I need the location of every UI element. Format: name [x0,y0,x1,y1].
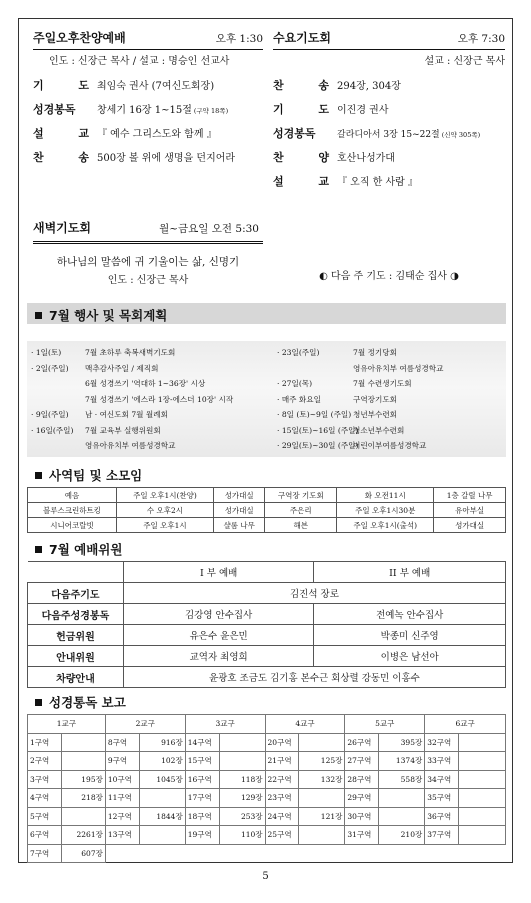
group-cell: 20구역 [265,733,299,752]
group-cell: 19구역 [185,826,219,845]
event-text: 7월 초하루 축복새벽기도회 [85,348,176,357]
chapters-cell: 1374장 [379,752,425,771]
chapters-cell: 129장 [219,789,265,808]
event-text: 6월 성경쓰기 '역대하 1~36장' 시상 [85,379,206,388]
worship-banner [27,537,506,558]
group-cell: 15구역 [185,752,219,771]
worship-row: 다음주성경봉독 김강영 안수집사 전예녹 안수집사 [28,604,506,625]
ministry-cell: 시니어코랄빗 [28,518,117,533]
event-text: 7월 수련생기도회 [353,379,412,388]
events-title: 7월 행사 및 목회계획 [49,308,168,323]
event-item [277,409,397,420]
square-bullet-icon [35,546,42,553]
wednesday-prayer-header [273,29,505,50]
ministry-cell: 블루스크린하트킹 [28,503,117,518]
wednesday-leaders: 설교 : 신장근 목사 [424,56,505,67]
event-item [31,394,233,405]
chapters-cell: 607장 [61,844,105,863]
reading-row [28,807,506,826]
event-text: 구역장기도회 [353,394,398,404]
group-cell: 10구역 [105,770,139,789]
event-text: 남 · 여신도회 7월 월례회 [85,410,168,419]
ministry-banner [27,463,506,484]
chapters-cell [139,789,185,808]
group-cell: 8구역 [105,733,139,752]
chapters-cell [299,789,345,808]
empty-cell [265,844,299,863]
group-cell: 5구역 [28,807,62,826]
chapters-cell: 218장 [61,789,105,808]
worship-header-row [28,562,506,583]
event-text: 7월 정기당회 [353,348,397,357]
afternoon-worship-section [33,29,263,170]
chapters-cell: 916장 [139,733,185,752]
bulletin-page [18,18,513,863]
ministry-title: 사역팀 및 소모임 [49,468,143,483]
afternoon-row: 성경봉독 창세기 16장 1~15절 (구약 18쪽) [33,103,229,116]
event-date: · 9일(주일) [31,410,69,419]
ministry-row [28,503,506,518]
group-cell: 32구역 [425,733,459,752]
district-header: 1교구 [28,715,106,734]
events-banner [27,303,506,324]
ministry-cell: 화 오전11시 [337,488,434,503]
chapters-cell: 1045장 [139,770,185,789]
worship-col-second: II 부 예배 [314,562,506,583]
group-cell: 31구역 [345,826,379,845]
afternoon-row: 기 도 최임숙 권사 (7여신도회장) [33,79,215,92]
dawn-prayer-theme: 하나님의 말씀에 귀 기울이는 삶, 신명기 [56,256,240,268]
ministry-cell: 성가대실 [214,503,265,518]
reading-row [28,789,506,808]
ministry-cell: 해븐 [265,518,337,533]
reading-row [28,844,506,863]
group-cell: 35구역 [425,789,459,808]
chapters-cell: 253장 [219,807,265,826]
ministry-cell: 주일 오후1시(출석) [337,518,434,533]
group-cell: 25구역 [265,826,299,845]
ministry-cell: 1층 갈릴 나무 [434,488,506,503]
event-text: 맥추감사주일 / 제직회 [85,363,159,373]
event-item [277,394,397,405]
event-item [277,425,404,436]
ministry-table [27,487,506,533]
next-week-prayer: ◐ 다음 주 기도 : 김태순 집사 ◑ [319,271,459,282]
chapters-cell [139,826,185,845]
event-date: · 1일(토) [31,348,62,357]
district-header: 5교구 [345,715,425,734]
ministry-cell: 예음 [28,488,117,503]
ministry-cell: 성가대실 [434,518,506,533]
dawn-prayer-time: 월~금요일 오전 5:30 [159,223,259,235]
event-date: · 매주 화요일 [277,394,321,404]
group-cell: 12구역 [105,807,139,826]
worship-row: 차량안내 윤광호 조금도 김기홍 본수근 회상렬 강동민 이홍수 [28,667,506,688]
reading-row [28,733,506,752]
event-text: 청년부수련회 [353,410,398,419]
chapters-cell: 118장 [219,770,265,789]
chapters-cell: 102장 [139,752,185,771]
group-cell: 4구역 [28,789,62,808]
event-item [277,440,426,451]
group-cell: 3구역 [28,770,62,789]
event-text: 7월 교육부 실행위원회 [85,425,161,435]
chapters-cell [459,789,506,808]
district-header: 6교구 [425,715,506,734]
empty-cell [139,844,185,863]
group-cell: 9구역 [105,752,139,771]
wednesday-row: 기 도 이진경 권사 [273,103,389,116]
reading-header-row [28,715,506,734]
group-cell: 26구역 [345,733,379,752]
chapters-cell: 395장 [379,733,425,752]
wednesday-row: 설 교 『 오직 한 사람 』 [273,175,419,188]
reading-banner [27,690,506,711]
empty-cell [219,844,265,863]
worship-row: 헌금위원 유은수 윤은민 박종미 신주영 [28,625,506,646]
wednesday-prayer-title: 수요기도회 [273,31,331,45]
event-item [31,409,168,420]
event-text: 영유아유치부 여름성경학교 [85,441,176,450]
group-cell: 27구역 [345,752,379,771]
district-header: 2교구 [105,715,185,734]
reading-row [28,770,506,789]
chapters-cell: 121장 [299,807,345,826]
ministry-row [28,518,506,533]
event-text: 청소년부수련회 [353,425,405,435]
group-cell: 33구역 [425,752,459,771]
empty-cell [459,844,506,863]
empty-cell [379,844,425,863]
afternoon-row: 설 교 『 예수 그리스도와 함께 』 [33,127,217,140]
events-box [27,341,506,457]
chapters-cell [459,770,506,789]
chapters-cell [61,733,105,752]
reading-row [28,752,506,771]
ministry-row [28,488,506,503]
chapters-cell [379,807,425,826]
worship-table [27,561,506,688]
event-item [277,363,443,374]
chapters-cell [61,752,105,771]
event-date: · 16일(주일) [31,425,74,435]
wednesday-prayer-time: 오후 7:30 [457,33,505,45]
reading-title: 성경통독 보고 [49,695,126,710]
ministry-cell: 주은리 [265,503,337,518]
dawn-prayer-leader: 인도 : 신장근 목사 [107,275,189,286]
empty-cell [299,844,345,863]
reading-row [28,826,506,845]
event-item [31,347,175,358]
group-cell: 6구역 [28,826,62,845]
group-cell: 14구역 [185,733,219,752]
group-cell: 23구역 [265,789,299,808]
group-cell: 13구역 [105,826,139,845]
worship-row: 다음주기도 김진석 장로 [28,583,506,604]
district-header: 3교구 [185,715,265,734]
event-item [277,378,412,389]
event-text: 7월 성경쓰기 '에스라 1장-에스더 10장' 시작 [85,394,234,404]
group-cell: 22구역 [265,770,299,789]
wednesday-row: 성경봉독 갈라디아서 3장 15~22절 (신약 305쪽) [273,127,481,140]
chapters-cell: 210장 [379,826,425,845]
empty-cell [105,844,139,863]
group-cell: 29구역 [345,789,379,808]
dawn-prayer-header [33,219,263,244]
event-date: · 23일(주일) [277,348,320,357]
chapters-cell: 558장 [379,770,425,789]
empty-cell [345,844,379,863]
group-cell: 21구역 [265,752,299,771]
square-bullet-icon [35,312,42,319]
chapters-cell: 132장 [299,770,345,789]
group-cell: 28구역 [345,770,379,789]
group-cell: 11구역 [105,789,139,808]
chapters-cell [379,789,425,808]
chapters-cell [459,752,506,771]
chapters-cell [459,733,506,752]
ministry-cell: 구역장 기도회 [265,488,337,503]
ministry-cell: 수 오후2시 [116,503,213,518]
afternoon-worship-header [33,29,263,50]
event-item [277,347,397,358]
chapters-cell: 1844장 [139,807,185,826]
wednesday-prayer-section [273,29,505,194]
group-cell: 34구역 [425,770,459,789]
event-item [31,363,158,374]
dawn-prayer-title: 새벽기도회 [33,221,91,235]
chapters-cell: 2261장 [61,826,105,845]
group-cell: 16구역 [185,770,219,789]
group-cell: 36구역 [425,807,459,826]
group-cell: 17구역 [185,789,219,808]
chapters-cell: 125장 [299,752,345,771]
worship-col-first: I 부 예배 [123,562,314,583]
afternoon-worship-title: 주일오후찬양예배 [33,31,126,45]
square-bullet-icon [35,472,42,479]
group-cell: 7구역 [28,844,62,863]
afternoon-worship-time: 오후 1:30 [215,33,263,45]
dawn-prayer-section [33,219,263,286]
ministry-cell: 주일 오후1시(찬양) [116,488,213,503]
event-item [31,378,205,389]
event-date: · 8일 (토)~9일 (주일) [277,410,352,419]
empty-cell [425,844,459,863]
chapters-cell [299,826,345,845]
group-cell: 1구역 [28,733,62,752]
event-date: · 27일(목) [277,379,313,388]
worship-title: 7월 예배위원 [49,542,123,557]
chapters-cell [61,807,105,826]
group-cell: 30구역 [345,807,379,826]
ministry-cell: 유아부실 [434,503,506,518]
page-number: 5 [262,871,269,882]
ministry-cell: 성가대실 [214,488,265,503]
district-header: 4교구 [265,715,345,734]
event-date: · 29일(토)~30일 (주일) [277,441,359,450]
group-cell: 2구역 [28,752,62,771]
event-date: · 2일(주일) [31,363,69,373]
empty-cell [185,844,219,863]
ministry-cell: 주일 오후1시 [116,518,213,533]
ministry-cell: 주일 오후1시30분 [337,503,434,518]
group-cell: 24구역 [265,807,299,826]
afternoon-leaders: 인도 : 신장근 목사 / 설교 : 명승인 선교사 [49,56,230,67]
afternoon-row: 찬 송 500장 볼 위에 생명을 던지어라 [33,151,236,164]
reading-table [27,714,506,863]
chapters-cell [459,826,506,845]
wednesday-row: 찬 양 호산나성가대 [273,151,395,164]
ministry-cell: 샬롬 나무 [214,518,265,533]
chapters-cell [459,807,506,826]
square-bullet-icon [35,699,42,706]
chapters-cell: 195장 [61,770,105,789]
worship-row: 안내위원 교역자 최영희 이병은 남선아 [28,646,506,667]
group-cell: 18구역 [185,807,219,826]
group-cell: 37구역 [425,826,459,845]
wednesday-row: 찬 송 294장, 304장 [273,79,401,92]
event-item [31,440,175,451]
chapters-cell [219,752,265,771]
chapters-cell [219,733,265,752]
event-date: · 15일(토)~16일 (주일) [277,425,359,435]
event-text: 영유아유치부 여름성경학교 [353,363,444,373]
chapters-cell: 110장 [219,826,265,845]
event-text: 어린이부여름성경학교 [353,441,427,450]
event-item [31,425,161,436]
chapters-cell [299,733,345,752]
